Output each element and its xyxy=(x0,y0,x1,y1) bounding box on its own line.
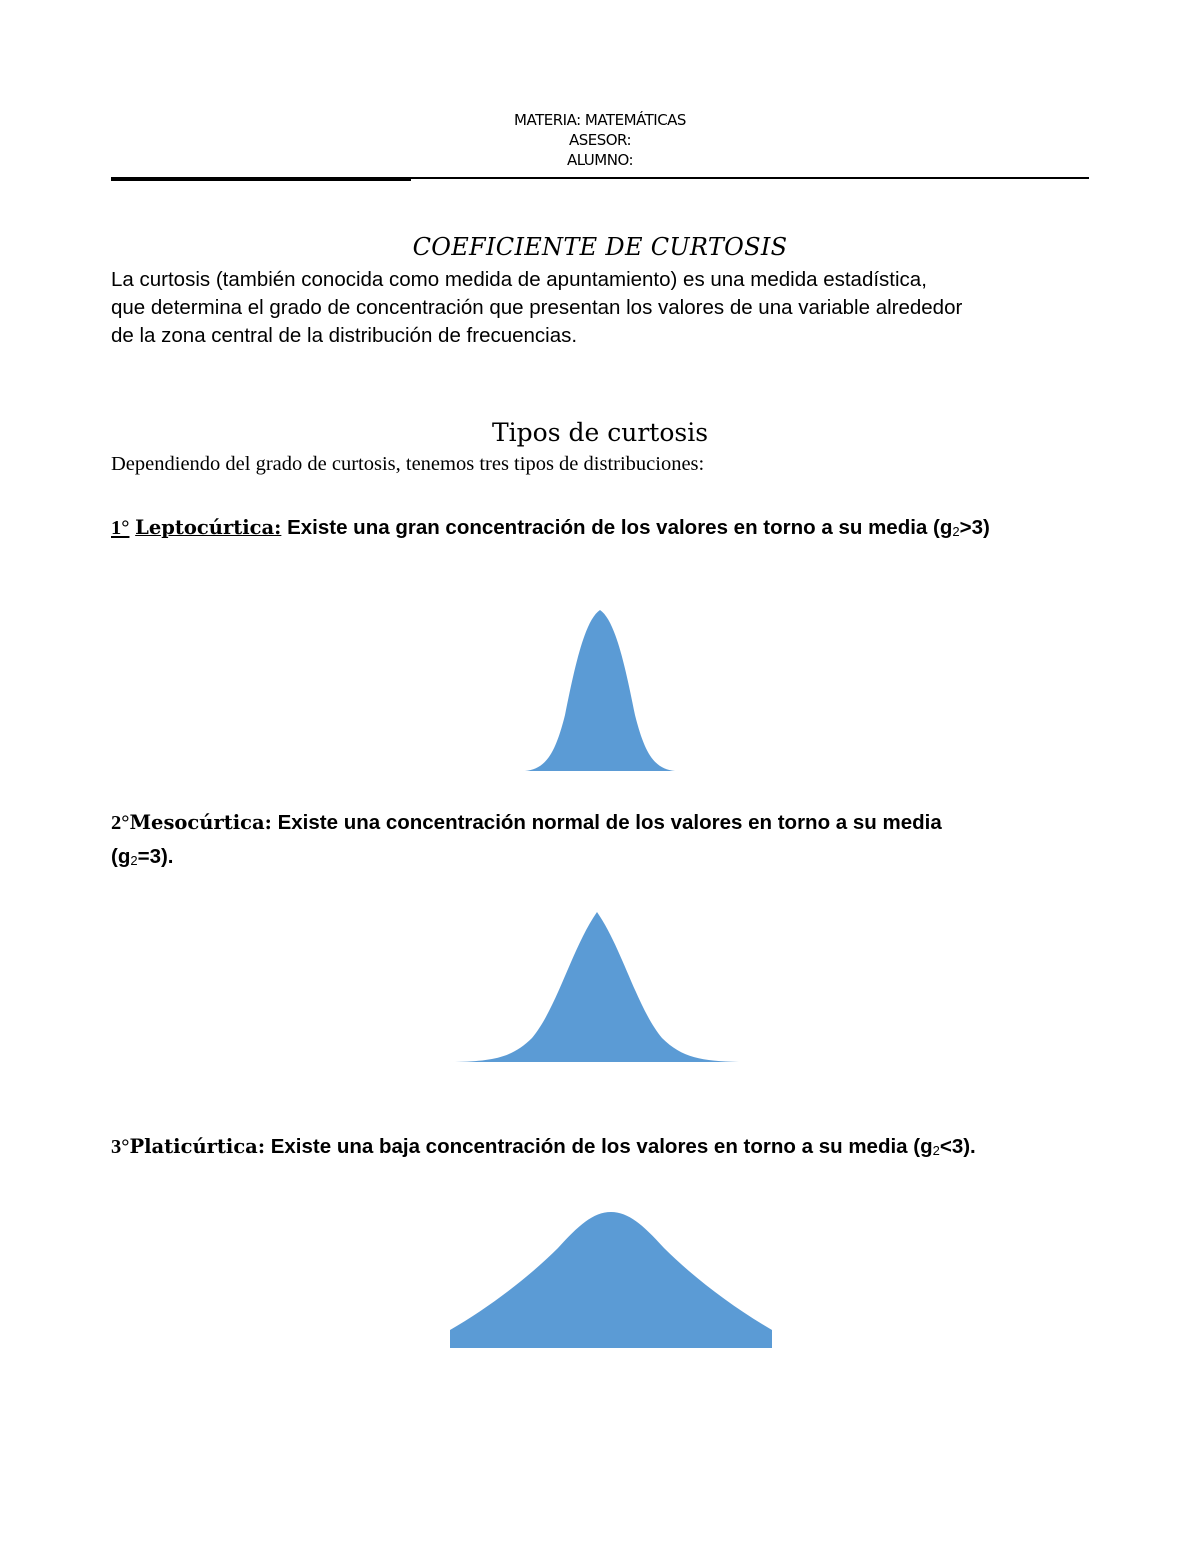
type-condition: >3) xyxy=(959,516,990,539)
leptokurtic-curve xyxy=(520,605,680,775)
type-number: 3° xyxy=(111,1136,130,1158)
type-description: Existe una concentración normal de los valores en torno a su media xyxy=(277,811,942,834)
type-condition: <3). xyxy=(939,1135,976,1158)
types-title: Tipos de curtosis xyxy=(491,418,709,447)
type-leptocurtica xyxy=(111,516,990,540)
type-number: 2° xyxy=(111,812,130,834)
platykurtic-curve xyxy=(448,1208,774,1350)
platykurtic-curve-fill xyxy=(450,1212,772,1348)
type-name: Platicúrtica: xyxy=(129,1135,266,1158)
type-mesocurtica xyxy=(111,811,942,835)
subscript: 2 xyxy=(952,524,960,539)
type-description: Existe una baja concentración de los valores en torno a su media (g xyxy=(270,1135,933,1158)
type-name: Mesocúrtica: xyxy=(129,811,272,834)
subscript: 2 xyxy=(130,853,138,868)
leptokurtic-curve-fill xyxy=(525,610,675,771)
type-condition-open: (g xyxy=(111,845,131,868)
type-platicurtica xyxy=(111,1135,976,1159)
subscript: 2 xyxy=(932,1143,940,1158)
intro-line-3: de la zona central de la distribución de frecuencias. xyxy=(111,324,578,347)
type-number: 1° xyxy=(111,517,130,539)
type-description: Existe una gran concentración de los valores en torno a su media (g xyxy=(287,516,953,539)
header-alumno: ALUMNO: xyxy=(566,151,634,169)
intro-line-1: La curtosis (también conocida como medida de apuntamiento) es una medida estadística, xyxy=(111,268,927,291)
intro-line-2: que determina el grado de concentración que presentan los valores de una variable alrededor xyxy=(111,296,963,319)
header-divider-accent xyxy=(111,179,411,181)
header-asesor: ASESOR: xyxy=(568,131,632,149)
header-materia: MATERIA: MATEMÁTICAS xyxy=(514,111,686,129)
types-lead: Dependiendo del grado de curtosis, tenemos tres tipos de distribuciones: xyxy=(111,453,705,475)
type-name: Leptocúrtica: xyxy=(135,516,282,539)
mesokurtic-curve xyxy=(452,908,742,1068)
page-title: COEFICIENTE DE CURTOSIS xyxy=(412,233,788,261)
type-condition: =3). xyxy=(137,845,174,868)
mesokurtic-curve-fill xyxy=(455,912,739,1062)
type-mesocurtica-line2 xyxy=(111,845,174,869)
